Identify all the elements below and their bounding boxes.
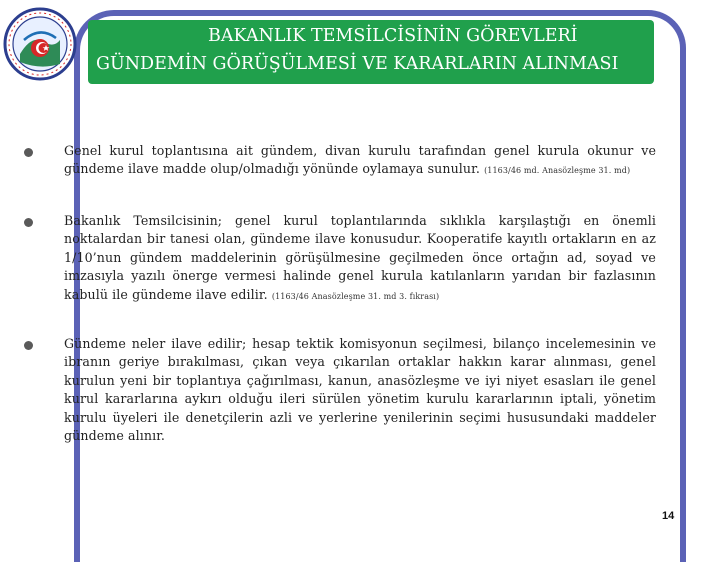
ministry-seal-icon [2, 4, 80, 84]
bullet-text: Gündeme neler ilave edilir; hesap tektik komisyonun seçilmesi, bilanço incelemesinin ve ibranın geriye bırakılması, çıkan veya çıkarılan ortaklar hakkın karar alınması, genel kurulun yeni bir toplantıya çağırılması, kanun, anasözleşme ve iyi niyet esasları ile genel kurul kararlarına aykırı olduğu ileri sürülen yönetim kurulu kararlarının iptali, yönetim kurulu üyeleri ile denetçilerin azli ve yerlerine yenilerinin seçimi hususundaki maddeler gündeme alınır. [64, 336, 656, 444]
disc-bullet-icon [24, 341, 33, 350]
bullet-reference: (1163/46 Anasözleşme 31. md 3. fıkrası) [271, 291, 440, 301]
title-banner [88, 20, 654, 84]
bullet-paragraph-2 [64, 212, 656, 306]
disc-bullet-icon [24, 148, 33, 157]
bullet-text: Bakanlık Temsilcisinin; genel kurul toplantılarında sıklıkla karşılaştığı en önemli noktalardan bir tanesi olan, gündeme ilave konusudur. Kooperatife kayıtlı ortakların en az 1/10’nun gündem maddelerinin görüşülmesine geçilmeden önce ortağın ad, soyad ve imzasıyla yazılı önerge vermesi halinde genel kurula katılanların yarıdan bir fazlasının kabulü ile gündeme ilave edilir. [64, 213, 656, 302]
disc-bullet-icon [24, 218, 33, 227]
page-number: 14 [662, 510, 675, 522]
bullet-text: Genel kurul toplantısına ait gündem, divan kurulu tarafından genel kurula okunur ve gündeme ilave madde olup/olmadığı yönünde oylamaya sunulur. [64, 143, 656, 177]
bullet-paragraph-1 [64, 142, 656, 181]
title-line-2: GÜNDEMİN GÖRÜŞÜLMESİ VE KARARLARIN ALINMASI [96, 54, 619, 74]
title-line-1: BAKANLIK TEMSİLCİSİNİN GÖREVLERİ [208, 26, 578, 46]
bullet-reference: (1163/46 md. Anasözleşme 31. md) [484, 166, 631, 176]
bullet-paragraph-3 [64, 335, 656, 445]
